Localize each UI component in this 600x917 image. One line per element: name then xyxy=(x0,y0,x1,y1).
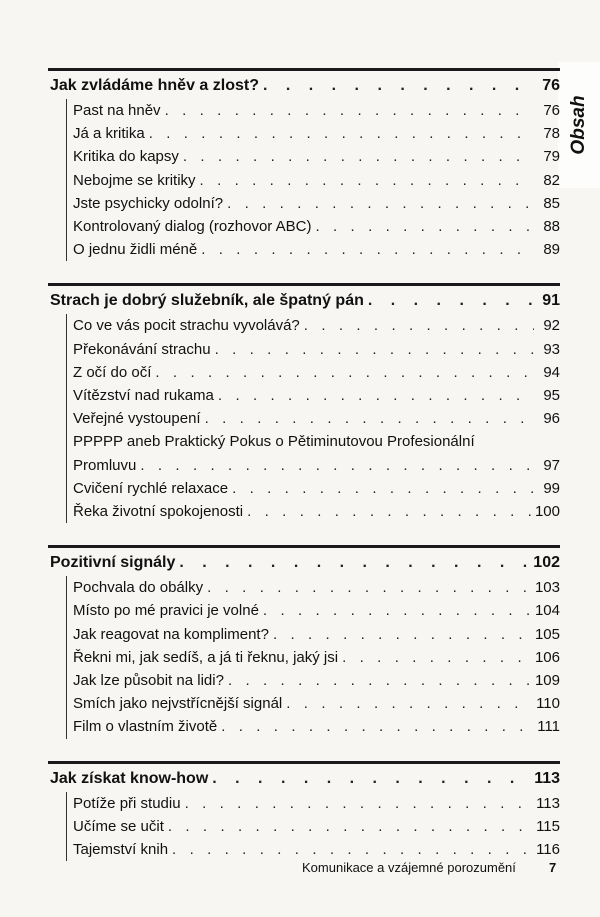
section-title: Pozitivní signály xyxy=(50,554,176,572)
dot-leader xyxy=(263,599,531,622)
entry-title: Film o vlastním životě xyxy=(73,718,218,736)
toc-entry[interactable] xyxy=(48,692,560,715)
entry-page: 85 xyxy=(543,194,560,212)
section-title: Strach je dobrý služebník, ale špatný pán xyxy=(50,292,364,310)
toc-section xyxy=(48,545,560,738)
entry-title: Jak lze působit na lidi? xyxy=(73,672,224,690)
toc-entry[interactable] xyxy=(48,669,560,692)
dot-leader xyxy=(185,792,533,815)
section-page: 102 xyxy=(533,554,560,572)
table-of-contents xyxy=(48,68,560,883)
entry-page: 96 xyxy=(543,410,560,428)
entry-title: Jste psychicky odolní? xyxy=(73,194,224,212)
toc-entry[interactable] xyxy=(48,169,560,192)
dot-leader xyxy=(228,669,531,692)
toc-entry[interactable] xyxy=(48,384,560,407)
entry-title: O jednu židli méně xyxy=(73,241,198,259)
toc-entry[interactable] xyxy=(48,815,560,838)
entry-page: 94 xyxy=(543,363,560,381)
toc-entry[interactable] xyxy=(48,192,560,215)
dot-leader xyxy=(221,715,533,738)
dot-leader xyxy=(149,122,534,145)
section-heading[interactable] xyxy=(48,550,560,576)
toc-entry[interactable] xyxy=(48,646,560,669)
footer-title: Komunikace a vzájemné porozumění xyxy=(302,860,516,875)
entry-page: 103 xyxy=(534,579,560,597)
toc-entry[interactable] xyxy=(48,500,560,523)
entry-page: 110 xyxy=(536,695,560,713)
entry-title-line1: PPPPP aneb Praktický Pokus o Pětiminutovou Profesionální xyxy=(73,433,475,451)
toc-entry[interactable] xyxy=(48,314,560,337)
entry-page: 104 xyxy=(534,602,560,620)
toc-entry[interactable] xyxy=(48,623,560,646)
entry-title: Řekni mi, jak sedíš, a já ti řeknu, jaký jsi xyxy=(73,648,339,666)
entry-page: 92 xyxy=(543,317,560,335)
dot-leader xyxy=(304,314,534,337)
toc-entry[interactable] xyxy=(48,430,560,476)
toc-entry[interactable] xyxy=(48,338,560,361)
side-tab-label: Obsah xyxy=(568,95,589,155)
dot-leader xyxy=(273,623,531,646)
dot-leader xyxy=(263,73,534,99)
dot-leader xyxy=(140,454,534,477)
dot-leader xyxy=(172,838,532,861)
dot-leader xyxy=(227,192,534,215)
entry-title: Jak reagovat na kompliment? xyxy=(73,625,269,643)
entry-title: Co ve vás pocit strachu vyvolává? xyxy=(73,317,300,335)
entry-page: 111 xyxy=(537,718,560,736)
toc-entry[interactable] xyxy=(48,407,560,430)
side-tab xyxy=(558,62,600,188)
dot-leader xyxy=(179,550,529,576)
entry-page: 99 xyxy=(543,479,560,497)
dot-leader xyxy=(315,215,534,238)
entry-title: Překonávání strachu xyxy=(73,340,211,358)
entry-title: Z očí do očí xyxy=(73,363,152,381)
entry-page: 106 xyxy=(534,648,560,666)
entry-title: Řeka životní spokojenosti xyxy=(73,503,244,521)
entry-title: Tajemství knih xyxy=(73,841,169,859)
toc-section xyxy=(48,68,560,261)
entry-title: Kontrolovaný dialog (rozhovor ABC) xyxy=(73,218,312,236)
dot-leader xyxy=(232,477,534,500)
section-heading[interactable] xyxy=(48,288,560,314)
dot-leader xyxy=(212,766,530,792)
entry-title: Já a kritika xyxy=(73,125,145,143)
dot-leader xyxy=(168,815,532,838)
dot-leader xyxy=(165,99,534,122)
page-footer xyxy=(0,860,600,880)
entry-page: 116 xyxy=(536,841,560,859)
entry-title: Cvičení rychlé relaxace xyxy=(73,479,229,497)
dot-leader xyxy=(247,500,531,523)
section-page: 113 xyxy=(534,769,560,787)
section-page: 91 xyxy=(542,292,560,310)
toc-entry[interactable] xyxy=(48,99,560,122)
toc-entry[interactable] xyxy=(48,238,560,261)
entry-page: 76 xyxy=(543,102,560,119)
entry-title: Nebojme se kritiky xyxy=(73,171,196,189)
toc-entry[interactable] xyxy=(48,122,560,145)
dot-leader xyxy=(201,238,534,261)
section-title: Jak zvládáme hněv a zlost? xyxy=(50,77,259,94)
entry-page: 97 xyxy=(543,456,560,474)
dot-leader xyxy=(218,384,534,407)
entry-page: 78 xyxy=(543,125,560,143)
entry-page: 115 xyxy=(536,817,560,835)
toc-entry[interactable] xyxy=(48,145,560,168)
entry-page: 89 xyxy=(543,241,560,259)
entry-page: 79 xyxy=(543,148,560,166)
page-number: 7 xyxy=(549,860,557,875)
toc-entry[interactable] xyxy=(48,792,560,815)
toc-section xyxy=(48,283,560,523)
toc-section xyxy=(48,761,560,862)
entry-page: 82 xyxy=(543,171,560,189)
dot-leader xyxy=(207,576,531,599)
section-heading[interactable] xyxy=(48,73,560,99)
entry-page: 88 xyxy=(543,218,560,236)
dot-leader xyxy=(286,692,532,715)
toc-entry[interactable] xyxy=(48,838,560,861)
entry-title: Kritika do kapsy xyxy=(73,148,179,166)
dot-leader xyxy=(215,338,534,361)
section-title: Jak získat know-how xyxy=(50,769,209,787)
entry-title: Potíže při studiu xyxy=(73,794,181,812)
entry-page: 105 xyxy=(534,625,560,643)
section-heading[interactable] xyxy=(48,766,560,792)
entry-page: 95 xyxy=(543,387,560,405)
toc-entry[interactable] xyxy=(48,477,560,500)
dot-leader xyxy=(368,288,534,314)
toc-entry[interactable] xyxy=(48,215,560,238)
dot-leader xyxy=(155,361,534,384)
toc-entry[interactable] xyxy=(48,576,560,599)
toc-entry[interactable] xyxy=(48,361,560,384)
entry-title: Veřejné vystoupení xyxy=(73,410,201,428)
dot-leader xyxy=(342,646,531,669)
dot-leader xyxy=(205,407,534,430)
entry-page: 109 xyxy=(534,672,560,690)
dot-leader xyxy=(200,169,534,192)
toc-entry[interactable] xyxy=(48,715,560,738)
entry-title: Pochvala do obálky xyxy=(73,579,204,597)
entry-page: 113 xyxy=(536,794,560,812)
entry-page: 100 xyxy=(534,503,560,521)
entry-title: Promluvu xyxy=(73,456,137,474)
entry-title: Místo po mé pravici je volné xyxy=(73,602,259,620)
entry-title: Past na hněv xyxy=(73,102,161,119)
dot-leader xyxy=(183,145,534,168)
toc-entry[interactable] xyxy=(48,599,560,622)
entry-title: Smích jako nejvstřícnější signál xyxy=(73,695,283,713)
entry-page: 93 xyxy=(543,340,560,358)
entry-title: Vítězství nad rukama xyxy=(73,387,214,405)
entry-title: Učíme se učit xyxy=(73,817,164,835)
section-page: 76 xyxy=(542,77,560,94)
